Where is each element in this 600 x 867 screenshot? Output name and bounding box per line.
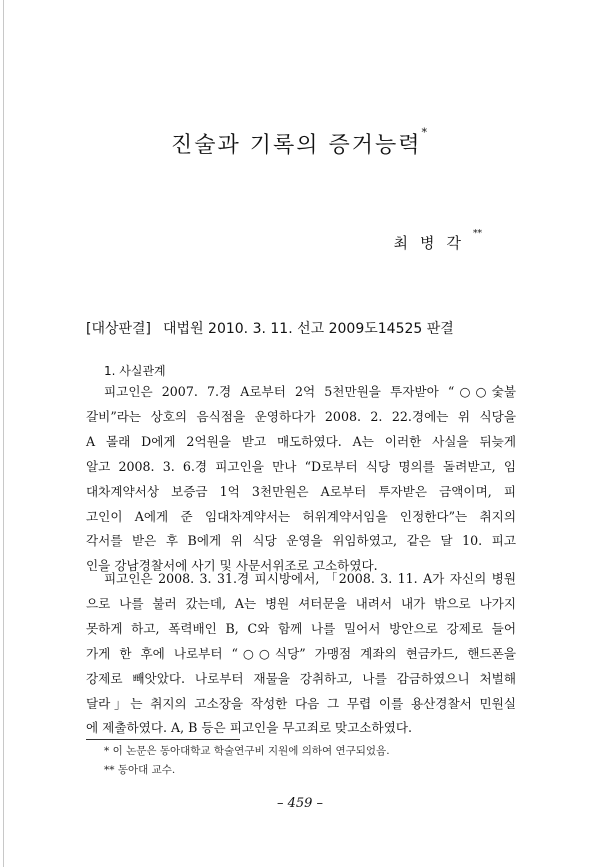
- text-line: 못하게 하고, 폭력배인 B, C와 함께 나를 밀어서 방안으로 강제로 들어: [86, 620, 516, 636]
- text-line: 갈비”라는 상호의 음식점을 운영하다가 2008. 2. 22.경에는 위 식당을: [86, 408, 516, 424]
- title-text: 진술과 기록의 증거능력: [170, 133, 422, 158]
- paragraph-facts-2: [86, 567, 516, 741]
- footnote-1: * 이 논문은 동아대학교 학술연구비 지원에 의하여 연구되었음.: [104, 745, 390, 757]
- text-line: 피고인은 2008. 3. 31.경 피시방에서, 「2008. 3. 11. A가 자신의 병원: [104, 571, 516, 586]
- author-text: 최병각: [393, 234, 473, 252]
- text-line: 으로 나를 불러 갔는데, A는 병원 셔터문을 내려서 내가 밖으로 나가지: [86, 595, 516, 611]
- case-text: 대법원 2010. 3. 11. 선고 2009도14525 판결: [163, 321, 454, 337]
- text-line: 에 제출하였다. A, B 등은 피고인을 무고죄로 맞고소하였다.: [86, 720, 413, 736]
- text-line: 각서를 받은 후 B에게 위 식당 운영을 위임하였고, 같은 달 10. 피고: [86, 533, 516, 549]
- text-line: 대차계약서상 보증금 1억 3천만원은 A로부터 투자받은 금액이며, 피: [86, 483, 516, 499]
- title-footnote-mark: *: [421, 126, 429, 139]
- text-line: A 몰래 D에게 2억원을 받고 매도하였다. A는 이러한 사실을 뒤늦게: [86, 433, 516, 449]
- text-line: 인을 강남경찰서에 사기 및 사문서위조로 고소하였다.: [86, 558, 378, 574]
- text-line: 알고 2008. 3. 6.경 피고인을 만나 “D로부터 식당 명의를 돌려받고, 임: [86, 458, 516, 474]
- footnotes: [104, 742, 390, 780]
- case-reference: [86, 318, 454, 338]
- paragraph-facts-1: [86, 380, 516, 579]
- section-heading: 1. 사실관계: [104, 364, 166, 378]
- author-footnote-mark: **: [473, 229, 482, 239]
- footnote-divider: [86, 739, 240, 740]
- text-line: 피고인은 2007. 7.경 A로부터 2억 5천만원을 투자받아 “○○숯불: [104, 384, 516, 399]
- author-name: [393, 229, 482, 253]
- page-number: – 459 –: [276, 796, 324, 811]
- text-line: 달라」는 취지의 고소장을 작성한 다음 그 무렵 이를 용산경찰서 민원실: [86, 695, 516, 711]
- case-label: [대상판결]: [86, 321, 152, 337]
- text-line: 강제로 빼앗았다. 나로부터 재물을 강취하고, 나를 감금하였으니 처벌해: [86, 670, 516, 686]
- text-line: 고인이 A에게 준 임대차계약서는 허위계약서임을 인정한다”는 취지의: [86, 508, 516, 524]
- article-title: [0, 128, 600, 159]
- footnote-2: ** 동아대 교수.: [104, 764, 176, 776]
- text-line: 가게 한 후에 나로부터 “○○식당” 가맹점 계좌의 현금카드, 핸드폰을: [86, 645, 516, 661]
